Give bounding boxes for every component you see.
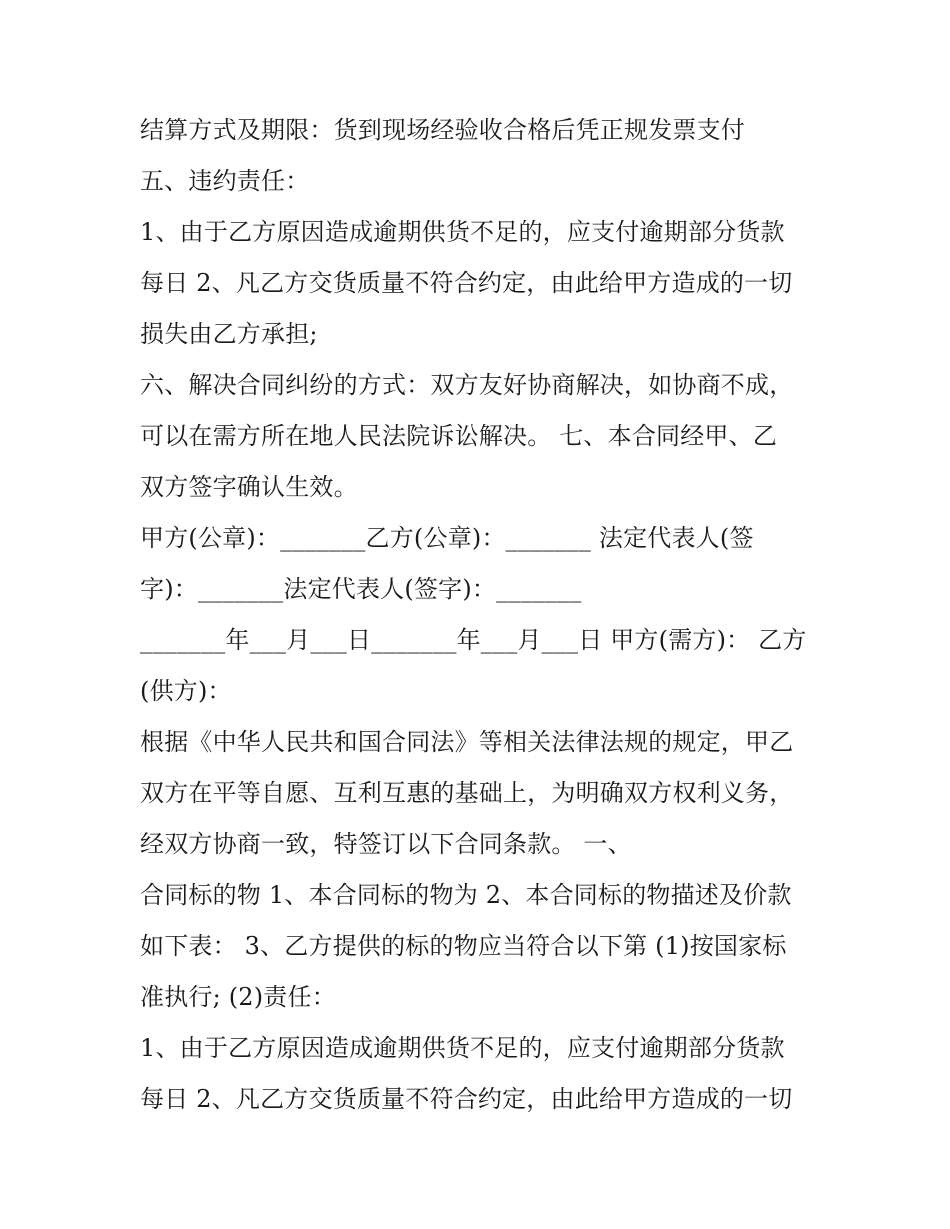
text-line: 根据《中华人民共和国合同法》等相关法律法规的规定，甲乙 — [140, 728, 794, 756]
text-line: 六、解决合同纠纷的方式：双方友好协商解决，如协商不成， — [140, 371, 794, 399]
text-line: 准执行; (2)责任： — [140, 983, 336, 1011]
text-line: 1、由于乙方原因造成逾期供货不足的，应支付逾期部分货款 — [140, 218, 785, 246]
signature-line: 甲方(公章)：_______乙方(公章)：_______ 法定代表人(签 — [140, 524, 754, 552]
text-line: 每日 2、凡乙方交货质量不符合约定，由此给甲方造成的一切 — [140, 1085, 793, 1113]
text-line: 如下表： 3、乙方提供的标的物应当符合以下第 (1)按国家标 — [140, 932, 787, 960]
text-line: 每日 2、凡乙方交货质量不符合约定，由此给甲方造成的一切 — [140, 269, 793, 297]
text-line: 结算方式及期限：货到现场经验收合格后凭正规发票支付 — [140, 116, 745, 144]
date-line: _______年___月___日_______年___月___日 甲方(需方)： 乙方 — [140, 626, 807, 654]
section-heading: 五、违约责任： — [140, 167, 310, 195]
text-line: 损失由乙方承担; — [140, 320, 318, 348]
text-line: 双方在平等自愿、互利互惠的基础上，为明确双方权利义务， — [140, 779, 794, 807]
text-line: 1、由于乙方原因造成逾期供货不足的，应支付逾期部分货款 — [140, 1034, 785, 1062]
text-line: 双方签字确认生效。 — [140, 473, 358, 501]
document-body — [140, 105, 830, 1125]
text-line: (供方)： — [140, 677, 232, 705]
text-line: 合同标的物 1、本合同标的物为 2、本合同标的物描述及价款 — [140, 881, 792, 909]
text-line: 可以在需方所在地人民法院诉讼解决。 七、本合同经甲、乙 — [140, 422, 778, 450]
signature-line: 字)：_______法定代表人(签字)：_______ — [140, 575, 582, 603]
text-line: 经双方协商一致，特签订以下合同条款。 一、 — [140, 830, 632, 858]
